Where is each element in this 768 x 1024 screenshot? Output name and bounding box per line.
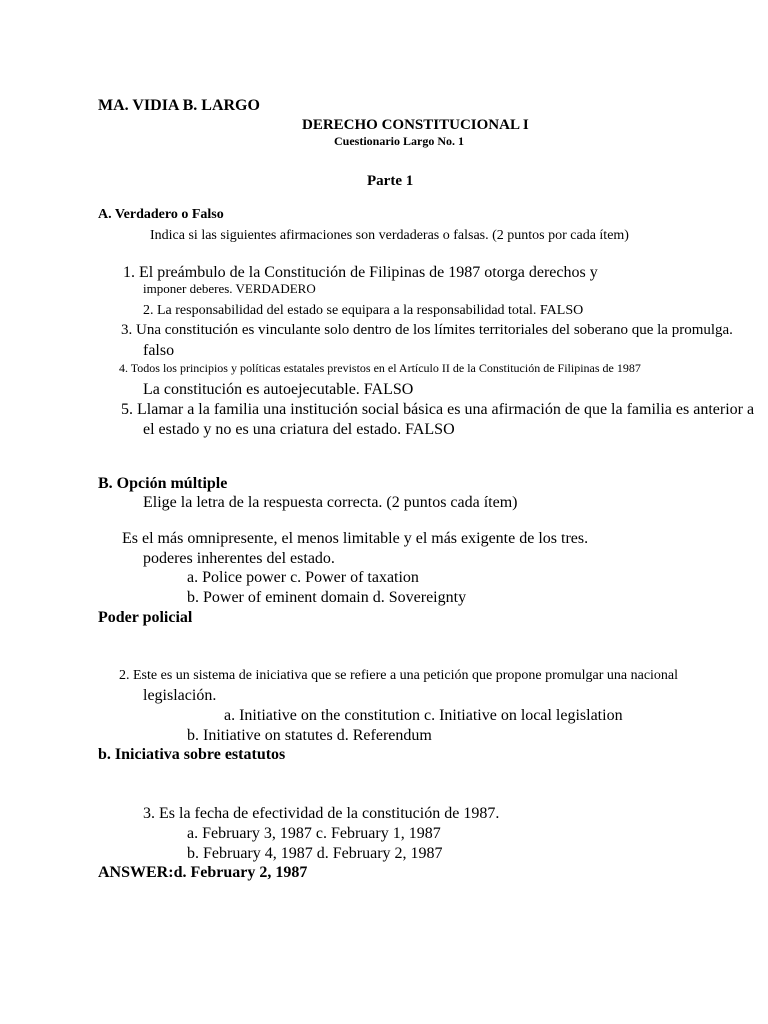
section-b-instructions: Elige la letra de la respuesta correcta. (2 puntos cada ítem) bbox=[143, 494, 518, 511]
mc-question-3-options-row1: a. February 3, 1987 c. February 1, 1987 bbox=[187, 825, 441, 842]
mc-question-1-options-row1: a. Police power c. Power of taxation bbox=[187, 569, 419, 586]
quiz-subtitle: Cuestionario Largo No. 1 bbox=[334, 134, 464, 148]
mc-question-3-line1: 3. Es la fecha de efectividad de la constitución de 1987. bbox=[143, 805, 500, 822]
mc-question-1-line1: Es el más omnipresente, el menos limitable y el más exigente de los tres. bbox=[122, 530, 589, 547]
tf-item-4-line1: 4. Todos los principios y políticas estatales previstos en el Artículo II de la Constitución de Filipinas de 1987 bbox=[119, 361, 641, 375]
course-title: DERECHO CONSTITUCIONAL I bbox=[302, 117, 529, 133]
tf-item-5-line1: 5. Llamar a la familia una institución social básica es una afirmación de que la familia es anterior a bbox=[121, 401, 755, 418]
tf-item-4-line2: La constitución es autoejecutable. FALSO bbox=[143, 381, 414, 398]
mc-question-1-line2: poderes inherentes del estado. bbox=[143, 550, 335, 567]
author-name: MA. VIDIA B. LARGO bbox=[98, 97, 260, 114]
tf-item-5-line2: el estado y no es una criatura del estado. FALSO bbox=[143, 421, 455, 438]
mc-question-2-line2: legislación. bbox=[143, 687, 217, 704]
section-a-instructions: Indica si las siguientes afirmaciones son verdaderas o falsas. (2 puntos por cada ítem) bbox=[150, 228, 629, 243]
mc-question-1-options-row2: b. Power of eminent domain d. Sovereignty bbox=[187, 589, 467, 606]
mc-question-3-options-row2: b. February 4, 1987 d. February 2, 1987 bbox=[187, 845, 443, 862]
section-a-title: A. Verdadero o Falso bbox=[98, 207, 224, 222]
mc-question-2-options-row1: a. Initiative on the constitution c. Initiative on local legislation bbox=[224, 707, 623, 724]
mc-question-2-line1: 2. Este es un sistema de iniciativa que se refiere a una petición que propone promulgar una nacional bbox=[119, 668, 679, 683]
tf-item-3-line2: falso bbox=[143, 342, 175, 359]
mc-question-2-answer: b. Iniciativa sobre estatutos bbox=[98, 746, 286, 763]
mc-question-2-options-row2: b. Initiative on statutes d. Referendum bbox=[187, 727, 432, 744]
mc-question-3-answer: ANSWER:d. February 2, 1987 bbox=[98, 864, 308, 881]
section-b-title: B. Opción múltiple bbox=[98, 475, 228, 492]
tf-item-2-line1: 2. La responsabilidad del estado se equipara a la responsabilidad total. FALSO bbox=[143, 303, 584, 318]
tf-item-1-line1: 1. El preámbulo de la Constitución de Filipinas de 1987 otorga derechos y bbox=[123, 264, 598, 281]
tf-item-1-line2: imponer deberes. VERDADERO bbox=[143, 281, 316, 296]
part-heading: Parte 1 bbox=[367, 173, 414, 189]
mc-question-1-answer: Poder policial bbox=[98, 609, 193, 626]
tf-item-3-line1: 3. Una constitución es vinculante solo dentro de los límites territoriales del soberano que la promulga. bbox=[121, 322, 733, 338]
